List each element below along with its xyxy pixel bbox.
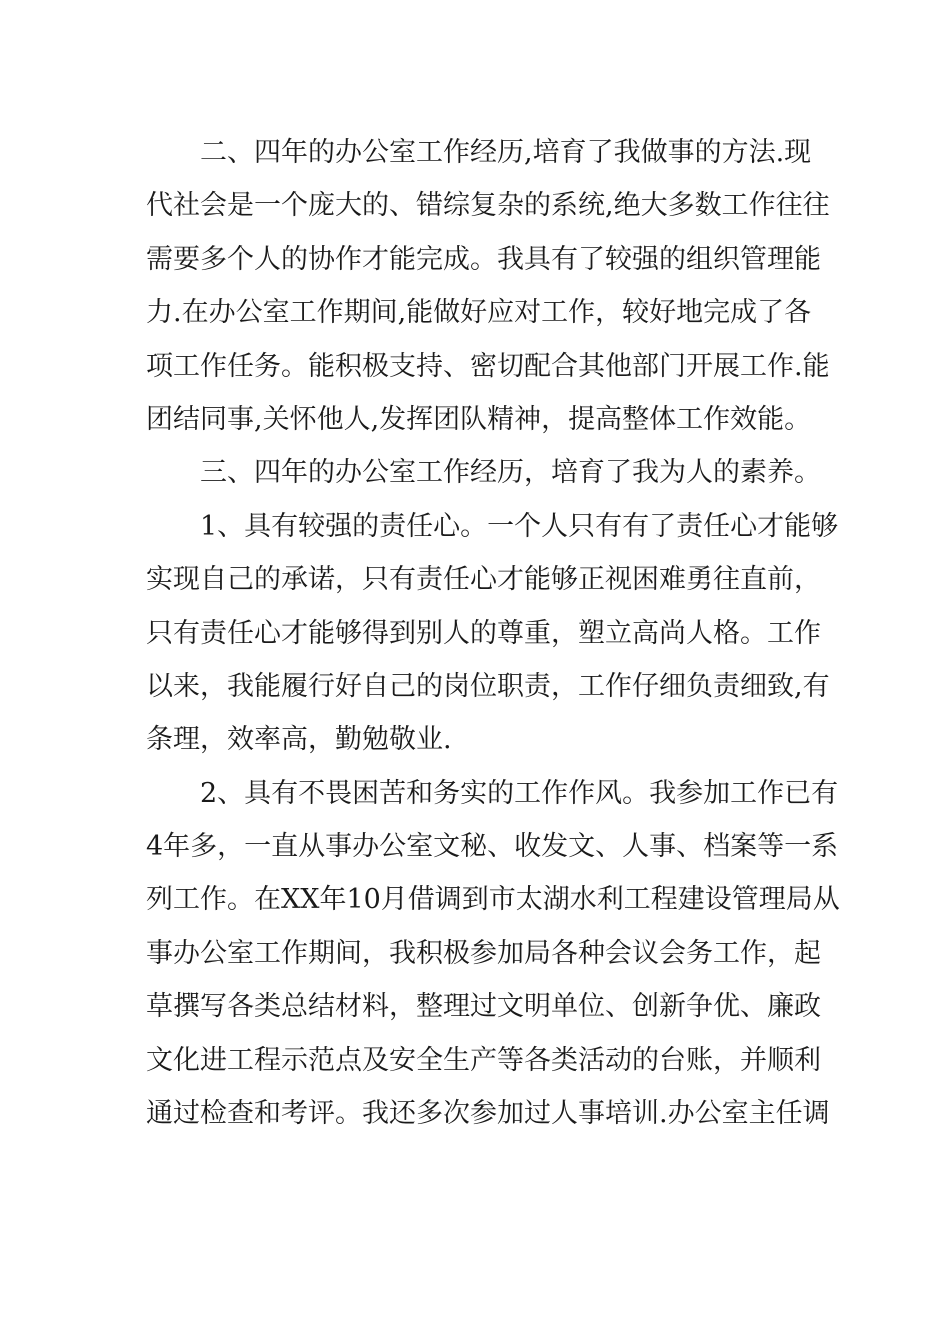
- item-2-line-4: 事办公室工作期间，我积极参加局各种会议会务工作，起: [146, 937, 821, 969]
- paragraph-2-line-6: 团结同事,关怀他人,发挥团队精神，提高整体工作效能。: [146, 403, 812, 435]
- paragraph-2-line-5: 项工作任务。能积极支持、密切配合其他部门开展工作.能: [146, 350, 830, 382]
- item-1-line-5: 条理，效率高，勤勉敬业.: [146, 724, 452, 756]
- item-1-line-4: 以来，我能履行好自己的岗位职责，工作仔细负责细致,有: [146, 670, 830, 702]
- item-2-line-6: 文化进工程示范点及安全生产等各类活动的台账，并顺利: [146, 1044, 821, 1076]
- item-1-line-1: 1、具有较强的责任心。一个人只有有了责任心才能够: [200, 510, 839, 542]
- item-2-line-1: 2、具有不畏困苦和务实的工作作风。我参加工作已有: [200, 777, 839, 809]
- document-body: [146, 126, 840, 1140]
- paragraph-2-line-4: 力.在办公室工作期间,能做好应对工作，较好地完成了各: [146, 297, 812, 329]
- paragraph-2-line-1: 二、四年的办公室工作经历,培育了我做事的方法.现: [200, 137, 812, 168]
- paragraph-2-line-3: 需要多个人的协作才能完成。我具有了较强的组织管理能: [146, 243, 821, 275]
- section-3-heading: 三、四年的办公室工作经历，培育了我为人的素养。: [200, 457, 821, 489]
- item-2-line-7: 通过检查和考评。我还多次参加过人事培训.办公室主任调: [146, 1098, 830, 1130]
- item-2-line-3: 列工作。在XX年10月借调到市太湖水利工程建设管理局从: [146, 884, 840, 916]
- item-2-line-2: 4年多，一直从事办公室文秘、收发文、人事、档案等一系: [146, 831, 839, 863]
- item-1-line-3: 只有责任心才能够得到别人的尊重，塑立高尚人格。工作: [146, 617, 821, 649]
- item-2-line-5: 草撰写各类总结材料，整理过文明单位、创新争优、廉政: [146, 991, 821, 1023]
- paragraph-2-line-2: 代社会是一个庞大的、错综复杂的系统,绝大多数工作往往: [146, 190, 830, 222]
- item-1-line-2: 实现自己的承诺，只有责任心才能够正视困难勇往直前，: [146, 564, 821, 596]
